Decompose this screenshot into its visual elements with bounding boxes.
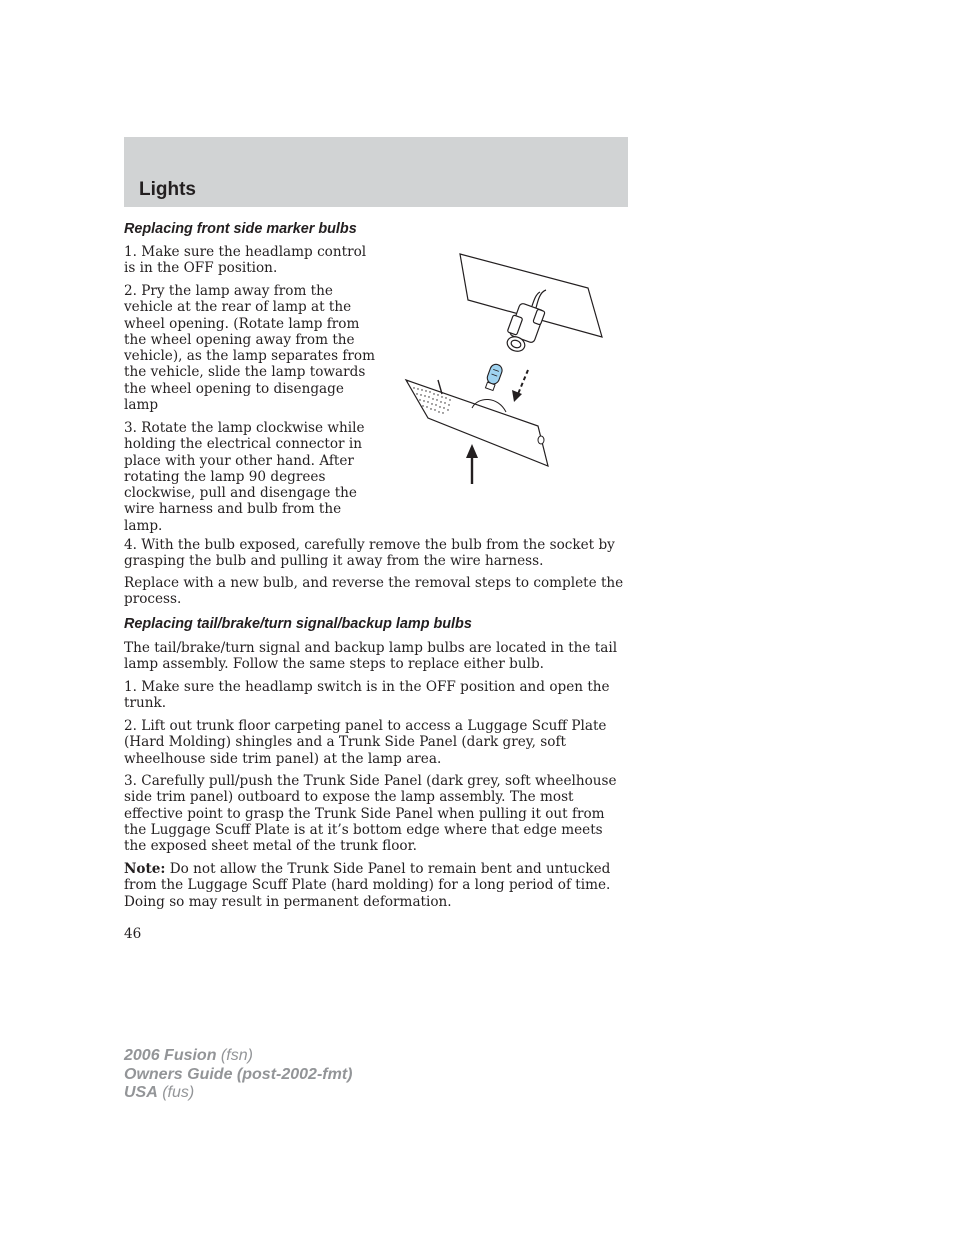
note-text: Do not allow the Trunk Side Panel to remain bent and untucked from the Luggage Scuff Plate (hard molding) for a long period of time. Doing so may result in permanent deformation. [124, 861, 611, 910]
front-marker-step-4: 4. With the bulb exposed, carefully remove the bulb from the socket by grasping the bulb and pulling it away from the wire harness. [124, 537, 615, 570]
tail-lamp-step-3: 3. Carefully pull/push the Trunk Side Panel (dark grey, soft wheelhouse side trim panel) outboard to expose the lamp assembly. The most effective point to grasp the Trunk Side Panel when pulling it out from the Luggage Scuff Plate is at it’s bottom edge where that edge meets the exposed sheet metal of the trunk floor. [124, 773, 617, 855]
footer-market: USA [124, 1084, 158, 1102]
front-side-marker-heading: Replacing front side marker bulbs [124, 221, 357, 237]
tail-lamp-note [124, 861, 628, 910]
section-header-band [124, 137, 628, 207]
front-marker-replace-text: Replace with a new bulb, and reverse the removal steps to complete the process. [124, 575, 624, 608]
footer-line-1 [124, 1047, 352, 1066]
section-title: Lights [139, 179, 196, 200]
front-marker-step-1: 1. Make sure the headlamp control is in the OFF position. [124, 244, 367, 277]
side-marker-bulb-diagram-icon [398, 248, 608, 488]
tail-lamp-step-1: 1. Make sure the headlamp switch is in the OFF position and open the trunk. [124, 679, 610, 712]
page-number: 46 [124, 926, 142, 942]
note-label: Note: [124, 861, 166, 877]
tail-lamp-step-2: 2. Lift out trunk floor carpeting panel to access a Luggage Scuff Plate (Hard Molding) shingles and a Trunk Side Panel (dark grey, soft wheelhouse side trim panel) at the lamp area. [124, 718, 607, 767]
document-footer [124, 1047, 352, 1103]
tail-lamp-intro: The tail/brake/turn signal and backup lamp bulbs are located in the tail lamp assembly. Follow the same steps to replace either bulb. [124, 640, 618, 673]
footer-model-code: (fsn) [216, 1047, 253, 1064]
tail-lamp-heading: Replacing tail/brake/turn signal/backup lamp bulbs [124, 616, 472, 632]
footer-line-3 [124, 1084, 352, 1103]
footer-market-code: (fus) [157, 1084, 195, 1102]
footer-line-2: Owners Guide (post-2002-fmt) [124, 1065, 353, 1083]
front-marker-step-2: 2. Pry the lamp away from the vehicle at the rear of lamp at the wheel opening. (Rotate lamp from the wheel opening away from the vehicle), as the lamp separates from the vehicle, slide the lamp towards the wheel opening to disengage lamp [124, 283, 375, 414]
footer-model: 2006 Fusion [124, 1047, 217, 1064]
front-marker-step-3: 3. Rotate the lamp clockwise while holding the electrical connector in place with your other hand. After rotating the lamp 90 degrees clockwise, pull and disengage the wire harness and bulb from the lamp. [124, 420, 365, 534]
